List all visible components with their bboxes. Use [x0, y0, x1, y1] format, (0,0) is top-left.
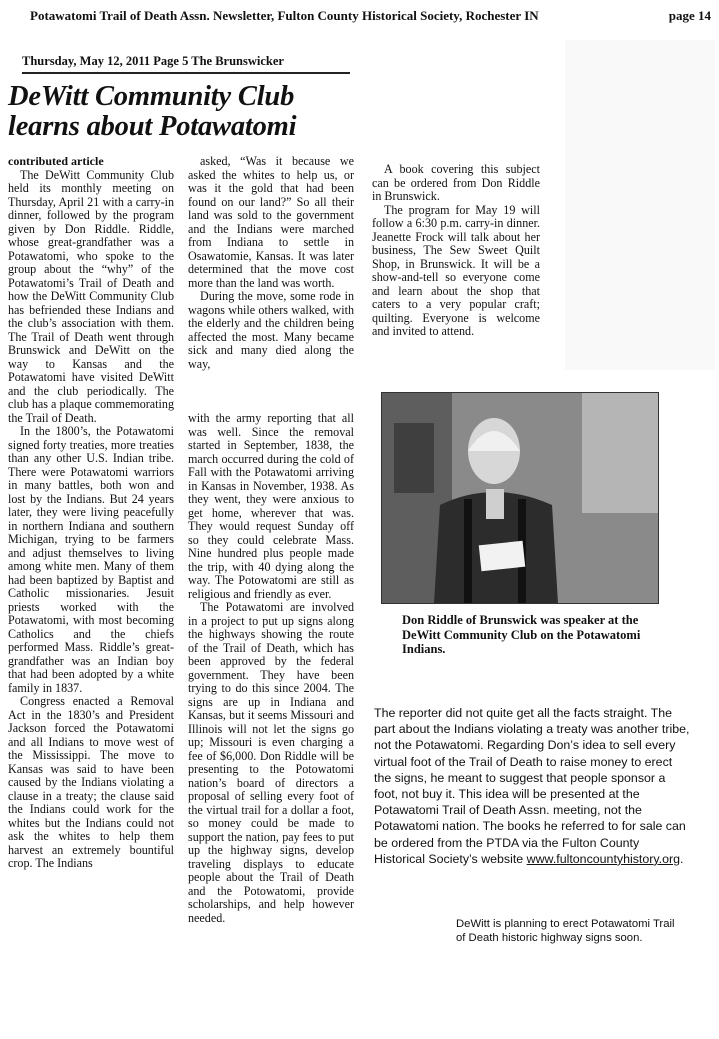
headline-line-2: learns about Potawatomi [8, 111, 297, 143]
article-column-3 [372, 163, 540, 339]
paragraph: During the move, some rode in wagons while others walked, with the elderly and the children being affected the most. Many became sick and many died along the way, [188, 289, 354, 371]
correction-end: . [680, 851, 684, 866]
website-link[interactable]: www.fultoncountyhistory.org [526, 851, 681, 866]
headline-line-1: DeWitt Community Club [8, 81, 295, 112]
paragraph: In the 1800’s, the Potawatomi signed forty treaties, more treaties than any other U.S. Indian tribe. There were Potawatomi warriors in many battles, both won and lost by the Indians. But 24 years later, they were living peacefully in northern Indiana and southern Michigan, trying to be farmers and adjust themselves to living among white men. Many of them had been baptized by Baptist and Catholic missionaries. Jesuit priests worked with the Potawatomi, with most becoming Catholics and the chiefs performed Mass. Riddle’s great-grandfather was an Indian boy that had been adopted by a white family in 1837. [8, 424, 174, 695]
article-column-2-continued [188, 412, 354, 925]
paragraph: asked, “Was it because we asked the whites to help us, or was it the gold that had been found on our land?” So all their land was sold to the government and the Indians were marched from Indiana to settle in Osawatomie, Kansas. It was later determined that the move cost more than the land was worth. [188, 154, 354, 290]
speaker-photo [381, 392, 659, 604]
paragraph: A book covering this subject can be ordered from Don Riddle in Brunswick. [372, 162, 540, 203]
byline: contributed article [8, 154, 104, 168]
paragraph: Congress enacted a Removal Act in the 1830’s and President Jackson forced the Potawatomi and all Indians to move west of the Mississippi. The move to Kansas was said to have been caused by the Indians violating a clause in a treaty; the clause said the Indians could work for the whites but the Indians could not ask the whites to help them harvest an extremely bountiful crop. The Indians [8, 694, 174, 870]
article-column-2 [188, 155, 354, 371]
paragraph: The Potawatomi are involved in a project to put up signs along the highways showing the route of the Trail of Death, which has been approved by the federal government. They have been trying to do this since 2004. The signs are up in Indiana and Kansas, but it seems Missouri and Illinois will not let the signs go up; Missouri is even charging a fee of $6,000. Don Riddle will be presenting to the Potowatomi nation’s board of directors a proposal of selling every foot of the virtual trail for a dollar a foot, so money could be made to support the nation, pay fees to put up the highway signs, develop traveling displays to educate people about the Trail of Death and the Potowatomi, provide scholarships, and help however needed. [188, 600, 354, 925]
correction-text: The reporter did not quite get all the facts straight. The part about the Indians violating a treaty was another tribe, not the Potawatomi. Regarding Don’s idea to sell every virtual foot of the Trail of Death to raise money to erect the signs, he meant to suggest that people sponsor a foot, not buy it. This idea will be presented at the Potawatomi Trail of Death Assn. meeting, not the Potawatomi nation. The books he referred to for sale can be ordered from the PTDA via the Fulton County Historical Society’s website [374, 706, 690, 866]
clipping-dateline: Thursday, May 12, 2011 Page 5 The Brunswicker [22, 54, 350, 74]
paragraph: with the army reporting that all was well. Since the removal started in September, 1838, the march occurred during the cold of Fall with the Potawatomi arriving in Kansas in November, 1938. As they went, they were anxious to get home, wherever that was. They would request Sunday off so they could celebrate Mass. Nine hundred plus people made the trip, with 40 dying along the way. The Potowatomi are still as religious and friendly as ever. [188, 411, 354, 601]
correction-note [374, 705, 692, 867]
newsletter-header: Potawatomi Trail of Death Assn. Newsletter, Fulton County Historical Society, Rochester IN [30, 8, 539, 23]
page-number: page 14 [668, 8, 711, 23]
article-headline [8, 82, 353, 142]
paragraph: The program for May 19 will follow a 6:30 p.m. carry-in dinner. Jeanette Frock will talk about her business, The Sew Sweet Quilt Shop, in Brunswick. It will be a show-and-tell so everyone come and learn about the shop that caters to a very popular craft; quilting. Everyone is welcome and invited to attend. [372, 202, 540, 338]
speaker-photo-image [382, 393, 658, 603]
photo-caption: Don Riddle of Brunswick was speaker at the DeWitt Community Club on the Potawatomi Indians. [402, 613, 641, 656]
bleed-through-shadow [565, 40, 715, 370]
article-column-1 [8, 155, 174, 871]
signs-footnote: DeWitt is planning to erect Potawatomi Trail of Death historic highway signs soon. [456, 918, 675, 944]
paragraph: The DeWitt Community Club held its monthly meeting on Thursday, April 21 with a carry-in dinner, followed by the program given by Don Riddle. Riddle, whose great-grandfather was a Potawatomi, who spoke to the group about the “why” of the Potawatomi’s Trail of Death and how the DeWitt Community Club has befriended these Indians and the club’s association with them. The Trail of Death went through Brunswick and DeWitt on the way to Kansas and the Potawatomi have visited DeWitt and the club periodically. The club has a plaque commemorating the Trail of Death. [8, 167, 174, 425]
